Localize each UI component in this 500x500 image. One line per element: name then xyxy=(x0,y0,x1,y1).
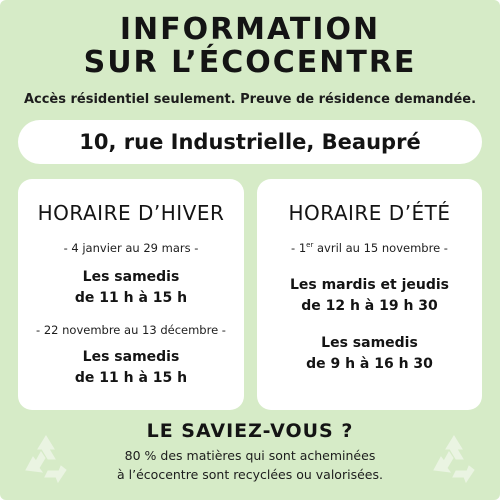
residency-notice: Accès résidentiel seulement. Preuve de résidence demandée. xyxy=(23,92,477,107)
winter-period-1: - 4 janvier au 29 mars - xyxy=(63,241,199,255)
did-you-know-heading: LE SAVIEZ-VOUS ? xyxy=(146,420,354,442)
recycle-icon xyxy=(18,430,74,486)
summer-period xyxy=(257,241,482,255)
recycle-icon xyxy=(426,430,482,486)
summer-title: HORAIRE D’ÉTÉ xyxy=(288,201,451,225)
winter-title: HORAIRE D’HIVER xyxy=(37,201,225,225)
winter-schedule-1-hours: de 11 h à 15 h xyxy=(74,290,188,306)
summer-schedule-1-days: Les mardis et jeudis xyxy=(289,277,450,293)
summer-schedule-2-hours: de 9 h à 16 h 30 xyxy=(306,356,433,372)
summer-schedule-card xyxy=(257,179,482,410)
winter-schedule-1-days: Les samedis xyxy=(82,269,180,285)
winter-schedule-card xyxy=(18,179,244,410)
summer-period-rest: avril au 15 novembre - xyxy=(313,241,448,255)
summer-schedule-1-hours: de 12 h à 19 h 30 xyxy=(301,298,438,314)
winter-schedule-2-hours: de 11 h à 15 h xyxy=(74,370,188,386)
address-banner xyxy=(18,120,482,164)
fact-line-2: à l’écocentre sont recyclées ou valorisées. xyxy=(117,467,383,482)
address-text: 10, rue Industrielle, Beaupré xyxy=(79,130,421,154)
title-line-1: INFORMATION xyxy=(119,12,381,47)
summer-schedule-1 xyxy=(257,275,482,317)
winter-period-2: - 22 novembre au 13 décembre - xyxy=(36,323,226,337)
winter-schedule-2 xyxy=(18,347,244,389)
summer-period-sup: er xyxy=(306,241,314,250)
summer-schedule-2-days: Les samedis xyxy=(321,335,418,351)
winter-schedule-1 xyxy=(18,267,244,309)
title-line-2: SUR L’ÉCOCENTRE xyxy=(83,45,417,80)
summer-period-prefix: - 1 xyxy=(291,241,307,255)
summer-schedule-2 xyxy=(257,333,482,375)
winter-schedule-2-days: Les samedis xyxy=(82,349,180,365)
fact-line-1: 80 % des matières qui sont acheminées xyxy=(124,448,376,463)
